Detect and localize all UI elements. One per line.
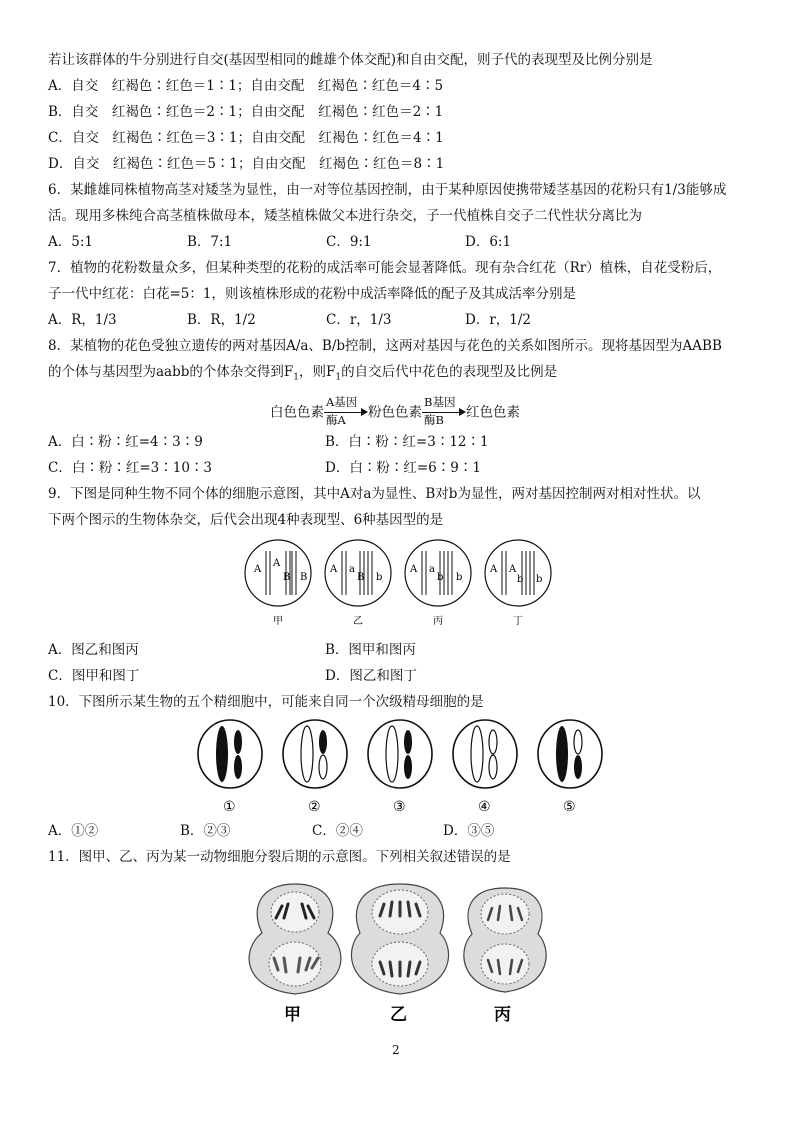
q10-option-d[interactable]: D．③⑤ [443, 823, 495, 839]
gene-label: A [273, 558, 281, 569]
q9-cell-bing [405, 540, 471, 627]
q9-cell-ding [485, 540, 551, 627]
q8-option-a[interactable]: A．白∶粉∶红=4∶3∶9 [48, 434, 203, 450]
gene-label: b [517, 574, 524, 585]
red-pigment: 红色色素 [466, 404, 520, 421]
gene-label: b [536, 574, 543, 585]
q9-option-b[interactable]: B．图甲和图丙 [325, 642, 416, 658]
gene-label: a [349, 564, 355, 575]
q11-cell-bing [464, 888, 546, 1025]
arrow-b-icon: B基因 酶B [422, 398, 466, 428]
gene-label: A [330, 564, 338, 575]
q9-cell-yi [325, 540, 391, 627]
cell-label: 丁 [513, 616, 523, 627]
gene-label: A [254, 564, 262, 575]
q10-cell-1 [198, 720, 262, 814]
pink-pigment: 粉色色素 [368, 404, 422, 421]
q10-stem: 10．下图所示某生物的五个精细胞中，可能来自同一个次级精母细胞的是 [48, 694, 484, 710]
gene-label: b [437, 572, 444, 583]
q10-sperm-cells [180, 718, 620, 814]
q8-stem-line1: 8．某植物的花色受独立遗传的两对基因A/a、B/b控制，这两对基因与花色的关系如图所示。现将基因型为AABB [48, 338, 722, 354]
q10-cell-5 [538, 720, 602, 814]
q6-option-a[interactable]: A．5:1 [48, 234, 93, 250]
q7-stem-line1: 7．植物的花粉数量众多，但某种类型的花粉的成活率可能会显著降低。现有杂合红花（Rr）植株，自花受粉后， [48, 260, 722, 276]
q10-cell-4 [453, 720, 517, 814]
cell-label: 丙 [433, 616, 443, 627]
page-number: 2 [392, 1043, 400, 1057]
q9-option-a[interactable]: A．图乙和图丙 [48, 642, 139, 658]
q9-cell-jia [245, 540, 311, 627]
cell-label: 乙 [390, 1005, 407, 1025]
q9-stem-line2: 下两个图示的生物体杂交，后代会出现4种表现型、6种基因型的是 [48, 512, 444, 528]
q7-option-d[interactable]: D．r，1/2 [465, 312, 532, 328]
q6-option-b[interactable]: B．7:1 [187, 234, 233, 250]
q8-option-c[interactable]: C．白∶粉∶红=3∶10∶3 [48, 460, 212, 476]
white-pigment: 白色色素 [270, 404, 324, 421]
q9-cell-diagrams [240, 538, 560, 630]
q7-option-b[interactable]: B．R，1/2 [187, 312, 256, 328]
q7-option-a[interactable]: A．R，1/3 [48, 312, 117, 328]
q11-anaphase-cells [240, 878, 560, 1028]
q7-stem-line2: 子一代中红花：白花=5：1，则该植株形成的花粉中成活率降低的配子及其成活率分别是 [48, 286, 576, 302]
q6-stem-line1: 6．某雌雄同株植物高茎对矮茎为显性，由一对等位基因控制，由于某种原因使携带矮茎基因的花粉只有1/3能够成 [48, 182, 727, 198]
cell-label: 乙 [353, 616, 363, 627]
cell-label: 甲 [273, 616, 283, 627]
q8-option-b[interactable]: B．白∶粉∶红=3∶12∶1 [325, 434, 489, 450]
q11-cell-yi [351, 884, 448, 1025]
gene-label: b [456, 572, 463, 583]
q5-option-d[interactable]: D．自交 红褐色∶红色＝5∶1；自由交配 红褐色∶红色＝8∶1 [48, 156, 445, 172]
q6-option-d[interactable]: D．6:1 [465, 234, 512, 250]
q8-stem-line2: 的个体与基因型为aabb的个体杂交得到$F_1$，则$F_1$的自交后代中花色的表现型及比例是 [48, 364, 558, 383]
q5-option-b[interactable]: B．自交 红褐色∶红色＝2∶1；自由交配 红褐色∶红色＝2∶1 [48, 104, 444, 120]
gene-label: b [376, 572, 383, 583]
q5-option-c[interactable]: C．自交 红褐色∶红色＝3∶1；自由交配 红褐色∶红色＝4∶1 [48, 130, 444, 146]
q7-option-c[interactable]: C．r，1/3 [326, 312, 392, 328]
cell-number: ① [223, 799, 236, 814]
gene-label: A [490, 564, 498, 575]
q11-stem: 11．图甲、乙、丙为某一动物细胞分裂后期的示意图。下列相关叙述错误的是 [48, 849, 511, 865]
gene-label: B [283, 572, 291, 583]
q6-stem-line2: 活。现用多株纯合高茎植株做母本，矮茎植株做父本进行杂交，子一代植株自交子二代性状分离比为 [48, 208, 642, 224]
q9-stem-line1: 9．下图是同种生物不同个体的细胞示意图，其中A对a为显性、B对b为显性，两对基因控制两对相对性状。以 [48, 486, 701, 502]
pigment-pathway-formula [270, 395, 520, 428]
gene-label: A [509, 564, 517, 575]
q10-option-b[interactable]: B．②③ [180, 823, 231, 839]
q11-cell-jia [249, 884, 341, 1025]
q9-option-c[interactable]: C．图甲和图丁 [48, 668, 140, 684]
cell-number: ⑤ [563, 799, 576, 814]
q10-cell-2 [283, 720, 347, 814]
q9-option-d[interactable]: D．图乙和图丁 [325, 668, 417, 684]
cell-number: ② [308, 799, 321, 814]
gene-label: a [429, 564, 435, 575]
gene-label: A [410, 564, 418, 575]
cell-number: ④ [478, 799, 491, 814]
q10-cell-3 [368, 720, 432, 814]
cell-number: ③ [393, 799, 406, 814]
cell-label: 丙 [494, 1005, 511, 1025]
q10-option-c[interactable]: C．②④ [312, 823, 363, 839]
gene-label: B [300, 572, 308, 583]
cell-label: 甲 [284, 1005, 301, 1025]
arrow-a-icon: A基因 酶A [324, 398, 368, 428]
q10-option-a[interactable]: A．①② [48, 823, 99, 839]
gene-label: B [357, 572, 365, 583]
q5-stem-continuation: 若让该群体的牛分别进行自交(基因型相同的雌雄个体交配)和自由交配，则子代的表现型及比例分别是 [48, 52, 653, 68]
q6-option-c[interactable]: C．9:1 [326, 234, 372, 250]
q8-option-d[interactable]: D．白∶粉∶红=6∶9∶1 [325, 460, 481, 476]
q5-option-a[interactable]: A．自交 红褐色∶红色＝1∶1；自由交配 红褐色∶红色＝4∶5 [48, 78, 444, 94]
